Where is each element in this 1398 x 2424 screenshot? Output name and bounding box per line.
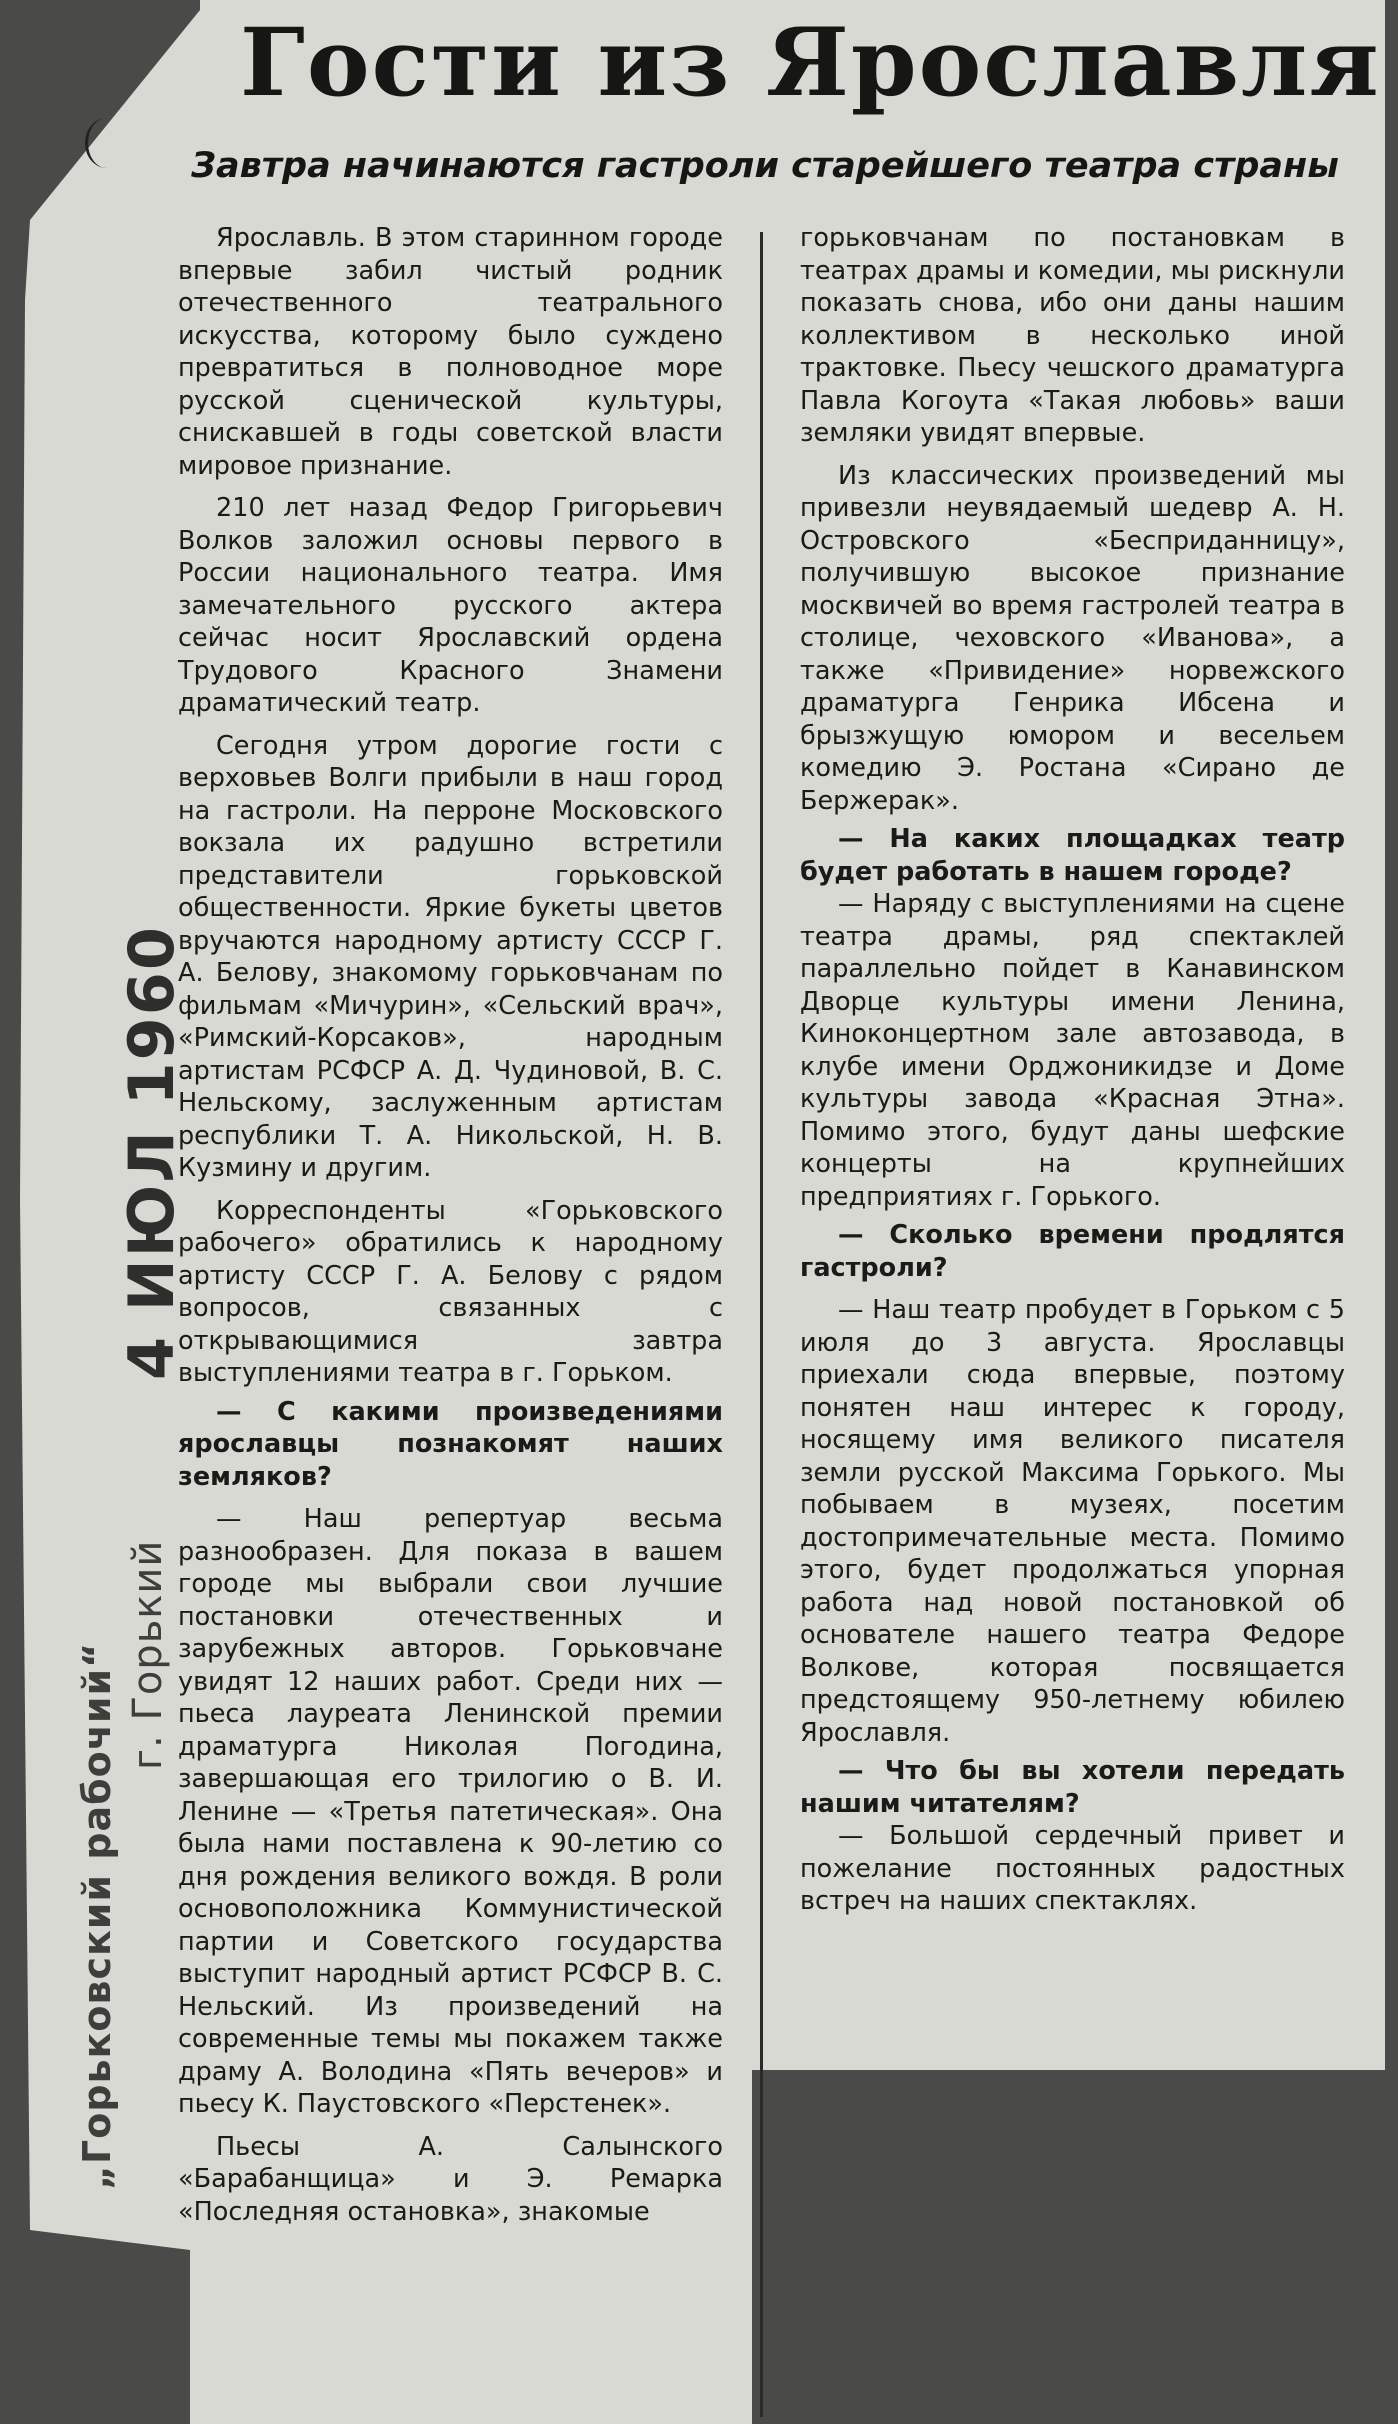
paragraph: — Наш репертуар весьма разнообразен. Для показа в вашем городе мы выбрали свои лучшие постановки отечественных и зарубежных авторов. Горьковчане увидят 12 наших работ. Среди них — пьеса лауреата Ленинской премии драматурга Николая Погодина, завершающая его трилогию о В. И. Ленине — «Третья патетическая». Она была нами поставлена к 90-летию со дня рождения великого вождя. В роли основоположника Коммунистической партии и Советского государства выступит народный артист РСФСР В. С. Нельский. Из произведений на современные темы мы покажем также драму А. Володина «Пять вечеров» и пьесу К. Паустовского «Перстенек». bbox=[178, 1504, 723, 2119]
paragraph: горьковчанам по постановкам в театрах драмы и комедии, мы рискнули показать снова, ибо они даны нашим коллективом в несколько иной трактовке. Пьесу чешского драматурга Павла Когоута «Такая любовь» ваши земляки увидят впервые. bbox=[800, 223, 1345, 448]
stamp-city: г. Горький bbox=[125, 1539, 171, 1770]
article-column-1 bbox=[178, 222, 723, 2228]
paragraph: 210 лет назад Федор Григорьевич Волков заложил основы первого в России национального театра. Имя замечательного русского актера сейчас носит Ярославский ордена Трудового Красного Знамени драматический театр. bbox=[178, 493, 723, 718]
subheadline: Завтра начинаются гастроли старейшего театра страны bbox=[191, 146, 1339, 186]
paragraph: Пьесы А. Салынского «Барабанщица» и Э. Ремарка «Последняя остановка», знакомые bbox=[178, 2131, 723, 2227]
newspaper-stamp bbox=[75, 1642, 119, 2190]
pencil-mark bbox=[85, 118, 128, 168]
article-column-2 bbox=[800, 222, 1345, 1918]
paragraph: Сегодня утром дорогие гости с верховьев Волги прибыли в наш город на гастроли. На перроне Московского вокзала их радушно встретили представители горьковской общественности. Яркие букеты цветов вручаются народному артисту СССР Г. А. Белову, знакомому горьковчанам по фильмам «Мичурин», «Сельский врач», «Римский-Корсаков», народным артистам РСФСР А. Д. Чудиновой, В. С. Нельскому, заслуженным артистам республики Т. А. Никольской, Н. В. Кузмину и другим. bbox=[178, 730, 723, 1183]
column-divider bbox=[760, 232, 763, 2417]
stamp-newspaper-name: „Горьковский рабочий“ bbox=[75, 1641, 119, 2190]
interview-question: — Что бы вы хотели передать нашим читателям? bbox=[800, 1756, 1345, 1819]
stamp-date: 4 ИЮЛ 1960 bbox=[115, 924, 188, 1380]
interview-question: — Сколько времени продлятся гастроли? bbox=[800, 1220, 1345, 1283]
interview-question: — На каких площадках театр будет работать в нашем городе? bbox=[800, 824, 1345, 887]
paragraph: — Большой сердечный привет и пожелание постоянных радостных встреч на наших спектаклях. bbox=[800, 1821, 1345, 1916]
interview-question: — С какими произведениями ярославцы познакомят наших земляков? bbox=[178, 1396, 723, 1492]
paragraph: Корреспонденты «Горьковского рабочего» обратились к народному артисту СССР Г. А. Белову с рядом вопросов, связанных с открывающимися завтра выступлениями театра в г. Горьком. bbox=[178, 1195, 723, 1388]
headline: Гости из Ярославля bbox=[240, 8, 1381, 118]
paragraph: Ярославль. В этом старинном городе впервые забил чистый родник отечественного театрального искусства, которому было суждено превратиться в полноводное море русской сценической культуры, снискавшей в годы советской власти мировое признание. bbox=[178, 223, 723, 481]
paragraph: — Наряду с выступлениями на сцене театра драмы, ряд спектаклей параллельно пойдет в Канавинском Дворце культуры имени Ленина, Киноконцертном зале автозавода, в клубе имени Орджоникидзе и Доме культуры завода «Красная Этна». Помимо этого, будут даны шефские концерты на крупнейших предприятиях г. Горького. bbox=[800, 889, 1345, 1212]
paragraph: — Наш театр пробудет в Горьком с 5 июля до 3 августа. Ярославцы приехали сюда впервые, поэтому понятен наш интерес к городу, носящему имя великого писателя земли русской Максима Горького. Мы побываем в музеях, посетим достопримечательные места. Помимо этого, будет продолжаться упорная работа над новой постановкой об основателе нашего театра Федоре Волкове, которая посвящается предстоящему 950-летнему юбилею Ярославля. bbox=[800, 1295, 1345, 1748]
paragraph: Из классических произведений мы привезли неувядаемый шедевр А. Н. Островского «Бесприданницу», получившую высокое признание москвичей во время гастролей театра в столице, чеховского «Иванова», а также «Привидение» норвежского драматурга Генрика Ибсена и брызжущую юмором и весельем комедию Э. Ростана «Сирано де Бержерак». bbox=[800, 460, 1345, 816]
